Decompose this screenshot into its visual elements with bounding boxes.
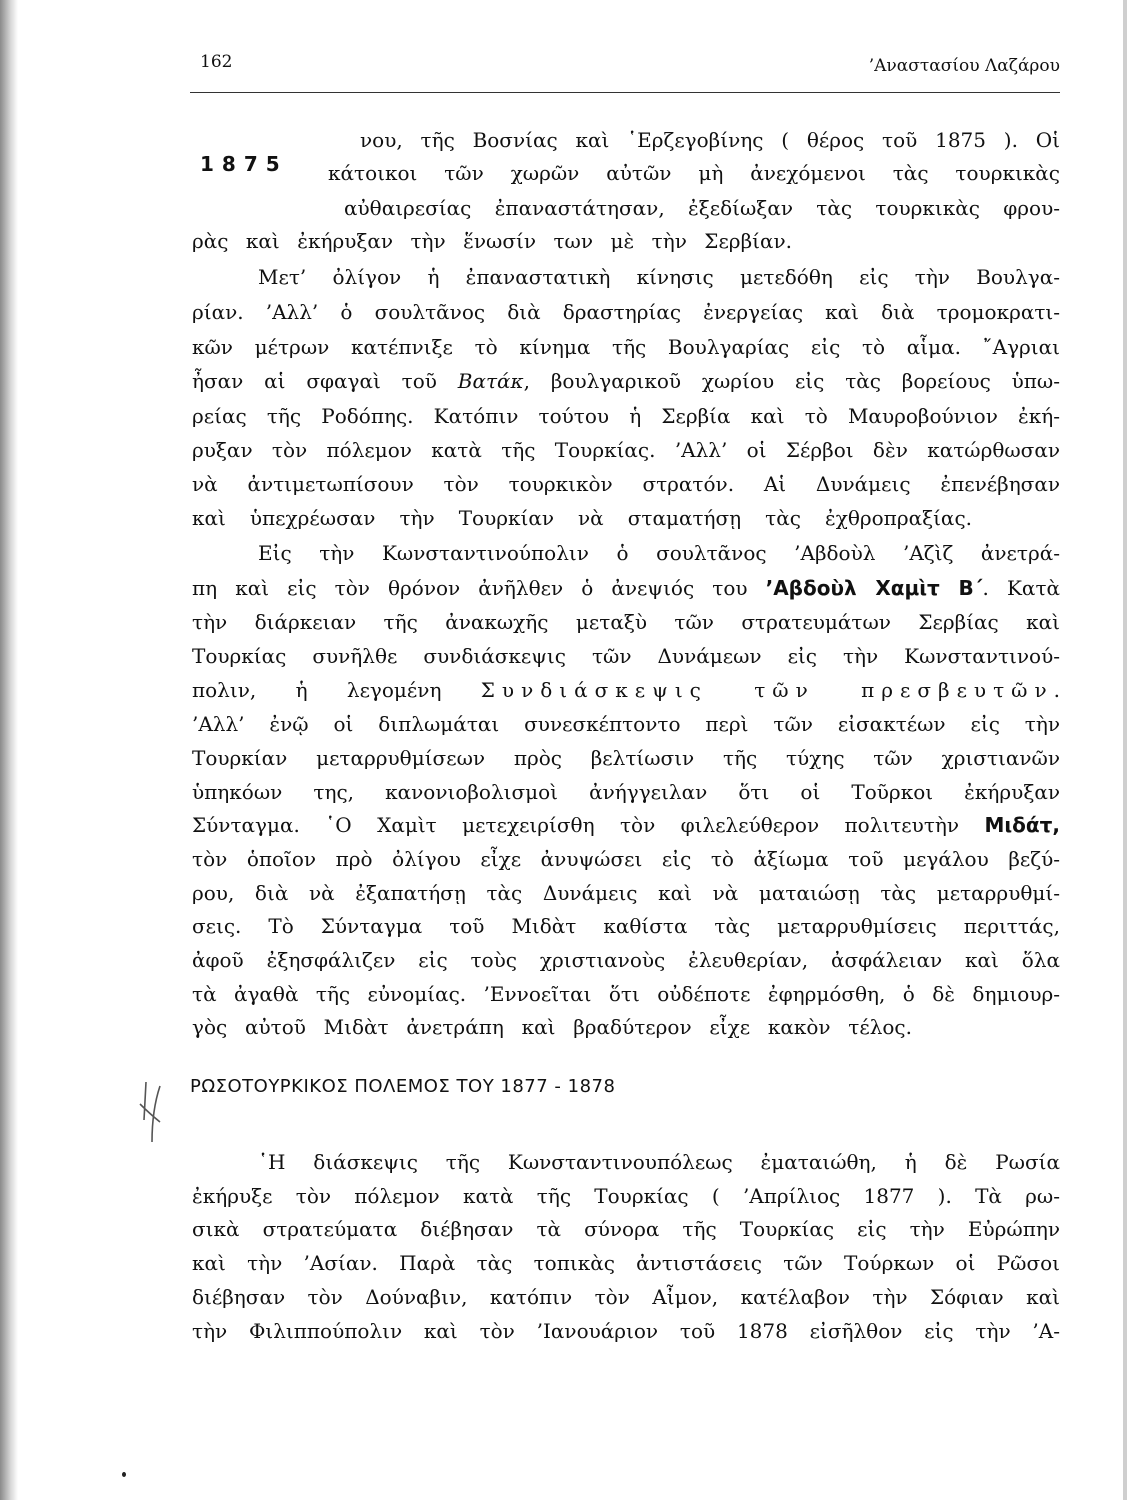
- line-segment: ρυξαν τὸν πόλεμον κατὰ τῆς Τουρκίας. ’Αλλ’ οἱ Σέρβοι δὲν κατώρθωσαν: [192, 438, 1060, 462]
- scan-edge-shadow: [0, 0, 18, 1500]
- text-line: [192, 844, 1060, 874]
- line-segment: διέβησαν τὸν Δούναβιν, κατόπιν τὸν Αἶμον, κατέλαβον τὴν Σόφιαν καὶ: [192, 1285, 1060, 1309]
- text-line: [192, 297, 1060, 327]
- page-number: 162: [200, 52, 233, 72]
- text-line: [258, 262, 1060, 292]
- line-segment: αὐθαιρεσίας ἐπαναστάτησαν, ἐξεδίωξαν τὰς τουρκικὰς φρου-: [344, 196, 1060, 220]
- text-line: [192, 979, 1060, 1009]
- text-line: [192, 777, 1060, 807]
- text-line: [192, 607, 1060, 637]
- text-line: [192, 911, 1060, 941]
- line-segment: Εἰς τὴν Κωνσταντινούπολιν ὁ σουλτᾶνος ’Αβδοὺλ ’Αζὶζ ἀνετρά-: [258, 541, 1060, 565]
- bold-name: ’Αβδοὺλ Χαμὶτ Β΄: [765, 576, 983, 600]
- line-segment: . Κατὰ: [982, 576, 1061, 600]
- text-line: [192, 1282, 1060, 1312]
- line-segment: ἀφοῦ ἐξησφάλιζεν εἰς τοὺς χριστιανοὺς ἐλευθερίαν, ἀσφάλειαν καὶ ὅλα: [192, 948, 1060, 972]
- text-line: [192, 435, 1060, 465]
- text-line: [192, 709, 1060, 739]
- line-segment: καὶ ὑπεχρέωσαν τὴν Τουρκίαν νὰ σταματήσῃ τὰς ἐχθροπραξίας.: [192, 506, 972, 530]
- scan-edge-right: [1123, 0, 1127, 1500]
- text-line: [192, 226, 792, 256]
- text-line: [258, 1147, 1060, 1177]
- running-head-author: ’Αναστασίου Λαζάρου: [868, 56, 1060, 76]
- line-segment: ῾Η διάσκεψις τῆς Κωνσταντινουπόλεως ἐματαιώθη, ἡ δὲ Ρωσία: [258, 1150, 1060, 1174]
- text-line: [344, 193, 1060, 223]
- line-segment: Τουρκίαν μεταρρυθμίσεων πρὸς βελτίωσιν τῆς τύχης τῶν χριστιανῶν: [192, 746, 1060, 770]
- scan-speck: [122, 1472, 126, 1477]
- text-line: [192, 332, 1060, 362]
- spaced-term: Συνδιάσκεψις τῶν πρεσβευτῶν: [480, 678, 1054, 702]
- italic-place-name: Βατάκ: [457, 369, 524, 393]
- text-line: [192, 1248, 1060, 1278]
- line-segment: Σύνταγμα. ῾Ο Χαμὶτ μετεχειρίσθη τὸν φιλελεύθερον πολιτευτὴν: [192, 813, 985, 837]
- bold-name: Μιδάτ,: [984, 813, 1060, 837]
- line-segment: σικὰ στρατεύματα διέβησαν τὰ σύνορα τῆς Τουρκίας εἰς τὴν Εὐρώπην: [192, 1217, 1060, 1241]
- text-line: [192, 366, 1060, 396]
- line-segment: νὰ ἀντιμετωπίσουν τὸν τουρκικὸν στρατόν. Αἱ Δυνάμεις ἐπενέβησαν: [192, 472, 1060, 496]
- page-header: [190, 52, 1060, 93]
- text-line: [192, 810, 1060, 840]
- text-line: [192, 675, 1060, 705]
- line-segment: καὶ τὴν ’Ασίαν. Παρὰ τὰς τοπικὰς ἀντιστάσεις τῶν Τούρκων οἱ Ρῶσοι: [192, 1251, 1060, 1275]
- line-segment: ἐκήρυξε τὸν πόλεμον κατὰ τῆς Τουρκίας ( ’Απρίλιος 1877 ). Τὰ ρω-: [192, 1184, 1060, 1208]
- line-segment: τὸν ὁποῖον πρὸ ὀλίγου εἶχε ἀνυψώσει εἰς τὸ ἀξίωμα τοῦ μεγάλου βεζύ-: [192, 847, 1060, 871]
- handwritten-margin-mark: [132, 1080, 172, 1150]
- line-segment: τὴν διάρκειαν τῆς ἀνακωχῆς μεταξὺ τῶν στρατευμάτων Σερβίας καὶ: [192, 610, 1060, 634]
- line-segment: ρίαν. ’Αλλ’ ὁ σουλτᾶνος διὰ δραστηρίας ἐνεργείας καὶ διὰ τρομοκρατι-: [192, 300, 1060, 324]
- line-segment: Τουρκίας συνῆλθε συνδιάσκεψις τῶν Δυνάμεων εἰς τὴν Κωνσταντινού-: [192, 644, 1060, 668]
- line-segment: τὴν Φιλιππούπολιν καὶ τὸν ’Ιανουάριον τοῦ 1878 εἰσῆλθον εἰς τὴν ’Α-: [192, 1319, 1060, 1343]
- line-segment: .: [1053, 678, 1060, 702]
- text-line: [360, 125, 1060, 155]
- text-line: [192, 1181, 1060, 1211]
- text-line: [258, 538, 1060, 568]
- text-line: [192, 1316, 1060, 1346]
- text-line: [328, 158, 1060, 188]
- text-line: [192, 401, 1060, 431]
- line-segment: κάτοικοι τῶν χωρῶν αὐτῶν μὴ ἀνεχόμενοι τὰς τουρκικὰς: [328, 161, 1060, 185]
- section-heading: ΡΩΣΟΤΟΥΡΚΙΚΟΣ ΠΟΛΕΜΟΣ ΤΟΥ 1877 - 1878: [190, 1076, 616, 1097]
- text-line: [192, 1012, 912, 1042]
- line-segment: ὑπηκόων της, κανονιοβολισμοὶ ἀνήγγειλαν ὅτι οἱ Τοῦρκοι ἐκήρυξαν: [192, 780, 1060, 804]
- text-line: [192, 469, 1060, 499]
- line-segment: τὰ ἀγαθὰ τῆς εὐνομίας. ’Εννοεῖται ὅτι οὐδέποτε ἐφηρμόσθη, ὁ δὲ δημιουρ-: [192, 982, 1060, 1006]
- line-segment: νου, τῆς Βοσνίας καὶ ῾Ερζεγοβίνης ( θέρος τοῦ 1875 ). Οἱ: [360, 128, 1060, 152]
- text-line: [192, 1214, 1060, 1244]
- margin-year-marker: 1875: [200, 152, 288, 176]
- line-segment: κῶν μέτρων κατέπνιξε τὸ κίνημα τῆς Βουλγαρίας εἰς τὸ αἷμα. ῎Αγριαι: [192, 335, 1060, 359]
- text-line: [192, 743, 1060, 773]
- line-segment: ’Αλλ’ ἐνῷ οἱ διπλωμάται συνεσκέπτοντο περὶ τῶν εἰσακτέων εἰς τὴν: [192, 712, 1060, 736]
- line-segment: Μετ’ ὀλίγον ἡ ἐπαναστατικὴ κίνησις μετεδόθη εἰς τὴν Βουλγα-: [258, 265, 1060, 289]
- text-line: [192, 641, 1060, 671]
- line-segment: πολιν, ἡ λεγομένη: [192, 678, 481, 702]
- text-line: [192, 573, 1060, 603]
- line-segment: ἦσαν αἱ σφαγαὶ τοῦ: [192, 369, 458, 393]
- line-segment: , βουλγαρικοῦ χωρίου εἰς τὰς βορείους ὑπω-: [523, 369, 1060, 393]
- line-segment: ρείας τῆς Ροδόπης. Κατόπιν τούτου ἡ Σερβία καὶ τὸ Μαυροβούνιον ἐκή-: [192, 404, 1060, 428]
- line-segment: ρὰς καὶ ἐκήρυξαν τὴν ἕνωσίν των μὲ τὴν Σερβίαν.: [192, 229, 792, 253]
- line-segment: σεις. Τὸ Σύνταγμα τοῦ Μιδὰτ καθίστα τὰς μεταρρυθμίσεις περιττάς,: [192, 914, 1060, 938]
- text-line: [192, 878, 1060, 908]
- line-segment: ρου, διὰ νὰ ἐξαπατήσῃ τὰς Δυνάμεις καὶ νὰ ματαιώσῃ τὰς μεταρρυθμί-: [192, 881, 1060, 905]
- text-line: [192, 945, 1060, 975]
- line-segment: γὸς αὐτοῦ Μιδὰτ ἀνετράπη καὶ βραδύτερον εἶχε κακὸν τέλος.: [192, 1015, 912, 1039]
- text-line: [192, 503, 972, 533]
- line-segment: πη καὶ εἰς τὸν θρόνον ἀνῆλθεν ὁ ἀνεψιός του: [192, 576, 766, 600]
